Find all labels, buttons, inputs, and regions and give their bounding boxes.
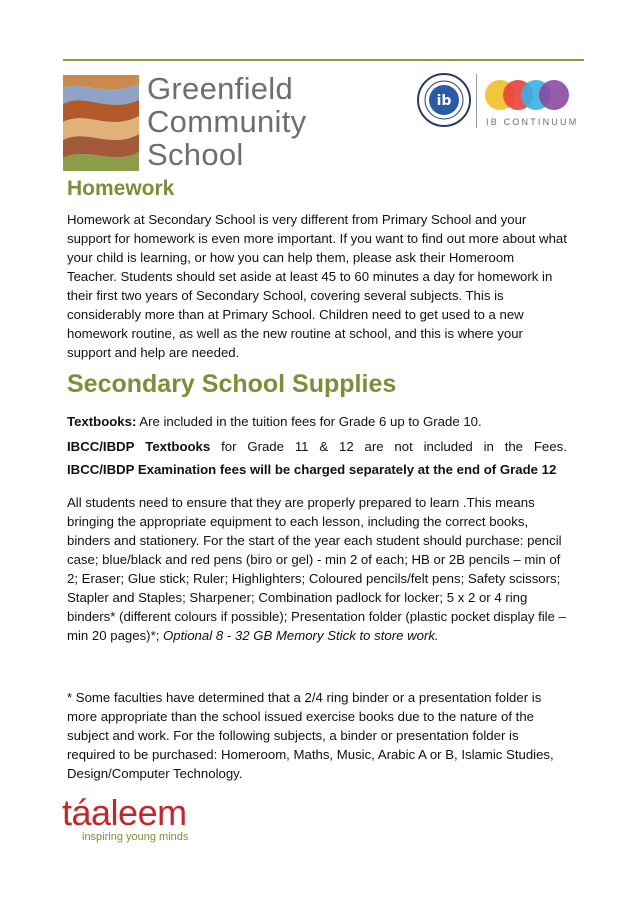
school-name-line: Greenfield	[147, 71, 294, 106]
ibcc-word: in	[483, 439, 494, 454]
ibcc-word: IBCC/IBDP	[67, 439, 135, 454]
ibcc-word: not	[394, 439, 413, 454]
ibcc-exam-fees-line: IBCC/IBDP Examination fees will be charged separately at the end of Grade 12	[67, 462, 557, 477]
ibcc-word: included	[423, 439, 473, 454]
textbooks-line	[67, 412, 567, 431]
ibcc-word: 12	[339, 439, 354, 454]
ib-seal-icon	[416, 72, 472, 128]
supplies-list-text: All students need to ensure that they are properly prepared to learn .This means bringing the appropriate equipment to each lesson, including the correct books, binders and stationery. For the start of the year each student should purchase: pencil case; blue/black and red pens (biro or gel) - min 2 of each; HB or 2B pencils – min of 2; Eraser; Glue stick; Ruler; Highlighters; Coloured pencils/felt pens; Safety scissors; Stapler and Staples; Sharpener; Combination padlock for locker; 5 x 2 or 4 ring binders* (different colours if possible); Presentation folder (plastic pocket display file – min 20 pages)*;	[67, 495, 566, 643]
taaleem-tagline: inspiring young minds	[82, 831, 189, 843]
ibcc-word: Grade	[247, 439, 284, 454]
ib-continuum-circles-icon	[484, 78, 570, 112]
ibcc-word: Textbooks	[145, 439, 211, 454]
textbooks-text: Are included in the tuition fees for Grade 6 up to Grade 10.	[136, 414, 482, 429]
ibcc-word: 11	[294, 439, 309, 454]
supplies-list-paragraph	[67, 493, 567, 645]
school-name	[147, 72, 306, 171]
homework-heading: Homework	[67, 177, 175, 200]
ib-divider	[476, 74, 477, 128]
taaleem-logo: táaleem	[62, 792, 187, 833]
school-name-line: Community	[147, 104, 307, 139]
ibcc-word: are	[364, 439, 384, 454]
school-name-line: School	[147, 137, 244, 172]
textbooks-label: Textbooks:	[67, 414, 137, 429]
header-rule	[63, 59, 584, 61]
ibcc-word: Fees.	[533, 439, 567, 454]
ibcc-word: for	[221, 439, 237, 454]
faculty-note-paragraph: * Some faculties have determined that a 2/4 ring binder or a presentation folder is more appropriate than the school issued exercise books due to the nature of the subject and work. For the following subjects, a binder or presentation folder is required to be purchased: Homeroom, Maths, Music, Arabic A or B, Islamic Studies, Design/Computer Technology.	[67, 690, 554, 781]
ibcc-textbooks-line	[67, 437, 567, 456]
optional-memory-stick: Optional 8 - 32 GB Memory Stick to store work.	[163, 628, 439, 643]
homework-paragraph: Homework at Secondary School is very different from Primary School and your support for homework is even more important. If you want to find out more about what your child is learning, or how you can help them, please ask their Homeroom Teacher. Students should set aside at least 45 to 60 minutes a day for homework in their first two years of Secondary School, covering several subjects. This is considerably more than at Primary School. Children need to get used to a new homework routine, as well as the new routine at school, and this is where your support and help are needed.	[67, 212, 567, 360]
ibcc-word: the	[504, 439, 524, 454]
ib-mark-text: ib	[436, 93, 452, 109]
ibcc-word: &	[319, 439, 329, 454]
ib-continuum-label: IB CONTINUUM	[486, 117, 579, 127]
supplies-heading: Secondary School Supplies	[67, 370, 397, 398]
